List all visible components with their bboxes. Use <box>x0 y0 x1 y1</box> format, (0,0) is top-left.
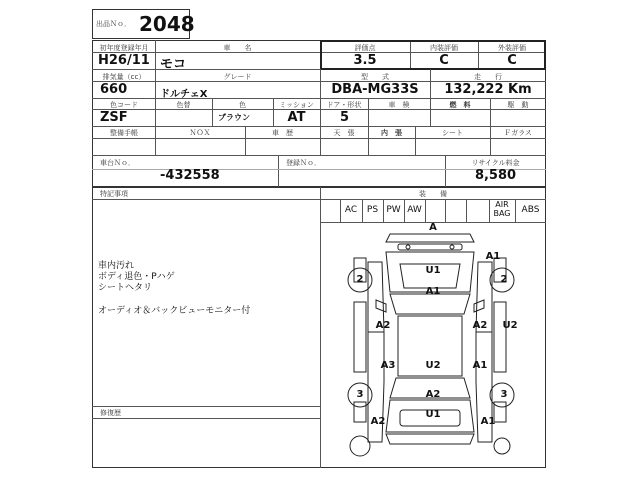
chassis-value: -432558 <box>160 168 220 183</box>
mission-label: ミッション <box>279 101 314 109</box>
note-line: シートヘタリ <box>98 283 153 293</box>
exterior-score-label: 外装評価 <box>498 44 526 52</box>
year-label: 初年度登録年月 <box>99 44 149 52</box>
grade-left-rear-door: A3 <box>380 360 396 371</box>
equipment-label: 装 備 <box>419 190 447 198</box>
grade-hood-a: A1 <box>425 286 441 297</box>
grade-trunk: U1 <box>425 409 441 420</box>
lot-number-box <box>92 9 195 39</box>
wheel-front-left: 2 <box>356 274 364 285</box>
mileage-value: 132,222 Km <box>444 82 532 97</box>
note-line: 車内汚れ <box>98 261 135 271</box>
doors-label: ドア・形状 <box>326 101 362 109</box>
grade-left-front-door: A2 <box>375 320 391 331</box>
mileage-label: 走 行 <box>474 73 502 81</box>
color-value: ブラウン <box>218 113 250 122</box>
repair-history-label: 修復歴 <box>100 409 121 417</box>
cc-label: 排気量（cc） <box>102 73 146 81</box>
equip-pw: PW <box>386 205 401 215</box>
grade-front-bumper: A <box>429 222 437 233</box>
special-notes-label: 特記事項 <box>100 190 128 198</box>
history-label: 車 歴 <box>272 129 293 137</box>
year-value: H26/11 <box>98 53 150 68</box>
grade-hood-u: U1 <box>425 265 441 276</box>
mission-value: AT <box>287 110 306 125</box>
grade-label: グレード <box>223 73 252 81</box>
grade-roof: U2 <box>425 360 441 371</box>
grade-right-fender: A1 <box>485 251 501 262</box>
equip-ps: PS <box>366 205 379 215</box>
doors-value: 5 <box>340 110 350 125</box>
grade-right-front-door: A2 <box>472 320 488 331</box>
grade-value: ドルチェX <box>160 89 208 100</box>
color-label: 色 <box>239 101 246 109</box>
front-glass-label: Ｆガラス <box>504 129 532 137</box>
service-book-label: 整備手帳 <box>110 129 138 137</box>
chassis-label: 車台Ｎｏ． <box>100 159 135 167</box>
cc-value: 660 <box>100 82 128 97</box>
equip-aw: AW <box>407 205 422 215</box>
grade-rear-left-corner: A2 <box>370 416 386 427</box>
recycle-fee-value: 8,580 <box>474 168 517 183</box>
interior-trim-label: 内 張 <box>381 129 402 137</box>
recycle-fee-label: リサイクル料金 <box>471 159 520 167</box>
model-label: 型 式 <box>361 73 389 81</box>
note-line: ボディ退色・Pハゲ <box>98 272 175 282</box>
exterior-score-value: C <box>507 53 517 68</box>
lot-label: 出品Ｎｏ． <box>96 20 131 28</box>
equip-ac: AC <box>344 205 358 215</box>
note-line: オーディオ＆バックビューモニター付 <box>98 306 251 316</box>
interior-score-label: 内装評価 <box>430 44 458 52</box>
grade-right-side-u: U2 <box>502 320 518 331</box>
inspection-label: 車 検 <box>388 101 410 109</box>
name-value: モコ <box>160 57 187 72</box>
seat-label: シート <box>442 129 463 137</box>
score-value: 3.5 <box>353 53 377 68</box>
drive-label: 駆 動 <box>507 101 529 109</box>
interior-score-value: C <box>439 53 449 68</box>
wheel-front-right: 2 <box>500 274 508 285</box>
equip-abs: ABS <box>521 205 540 215</box>
lot-number: 2048 <box>139 12 195 36</box>
grade-rear-window: A2 <box>425 389 441 400</box>
color-code-value: ZSF <box>100 110 128 125</box>
registration-label: 登録Ｎｏ． <box>286 159 321 167</box>
color-change-label: 色替 <box>176 101 191 109</box>
wheel-rear-right: 3 <box>500 389 508 400</box>
wheel-rear-left: 3 <box>356 389 364 400</box>
roof-lining-label: 天 張 <box>333 129 355 137</box>
fuel-label: 燃 料 <box>449 101 471 109</box>
score-label: 評価点 <box>354 44 376 52</box>
grade-right-rear-door: A1 <box>472 360 488 371</box>
name-label: 車 名 <box>223 44 252 52</box>
equip-airbag: AIR BAG <box>493 200 511 218</box>
nox-label: ＮＯＸ <box>189 129 211 137</box>
car-diagram <box>320 222 546 468</box>
color-code-label: 色コード <box>110 101 138 109</box>
model-value: DBA-MG33S <box>331 82 419 97</box>
grade-rear-right-corner: A1 <box>480 416 496 427</box>
